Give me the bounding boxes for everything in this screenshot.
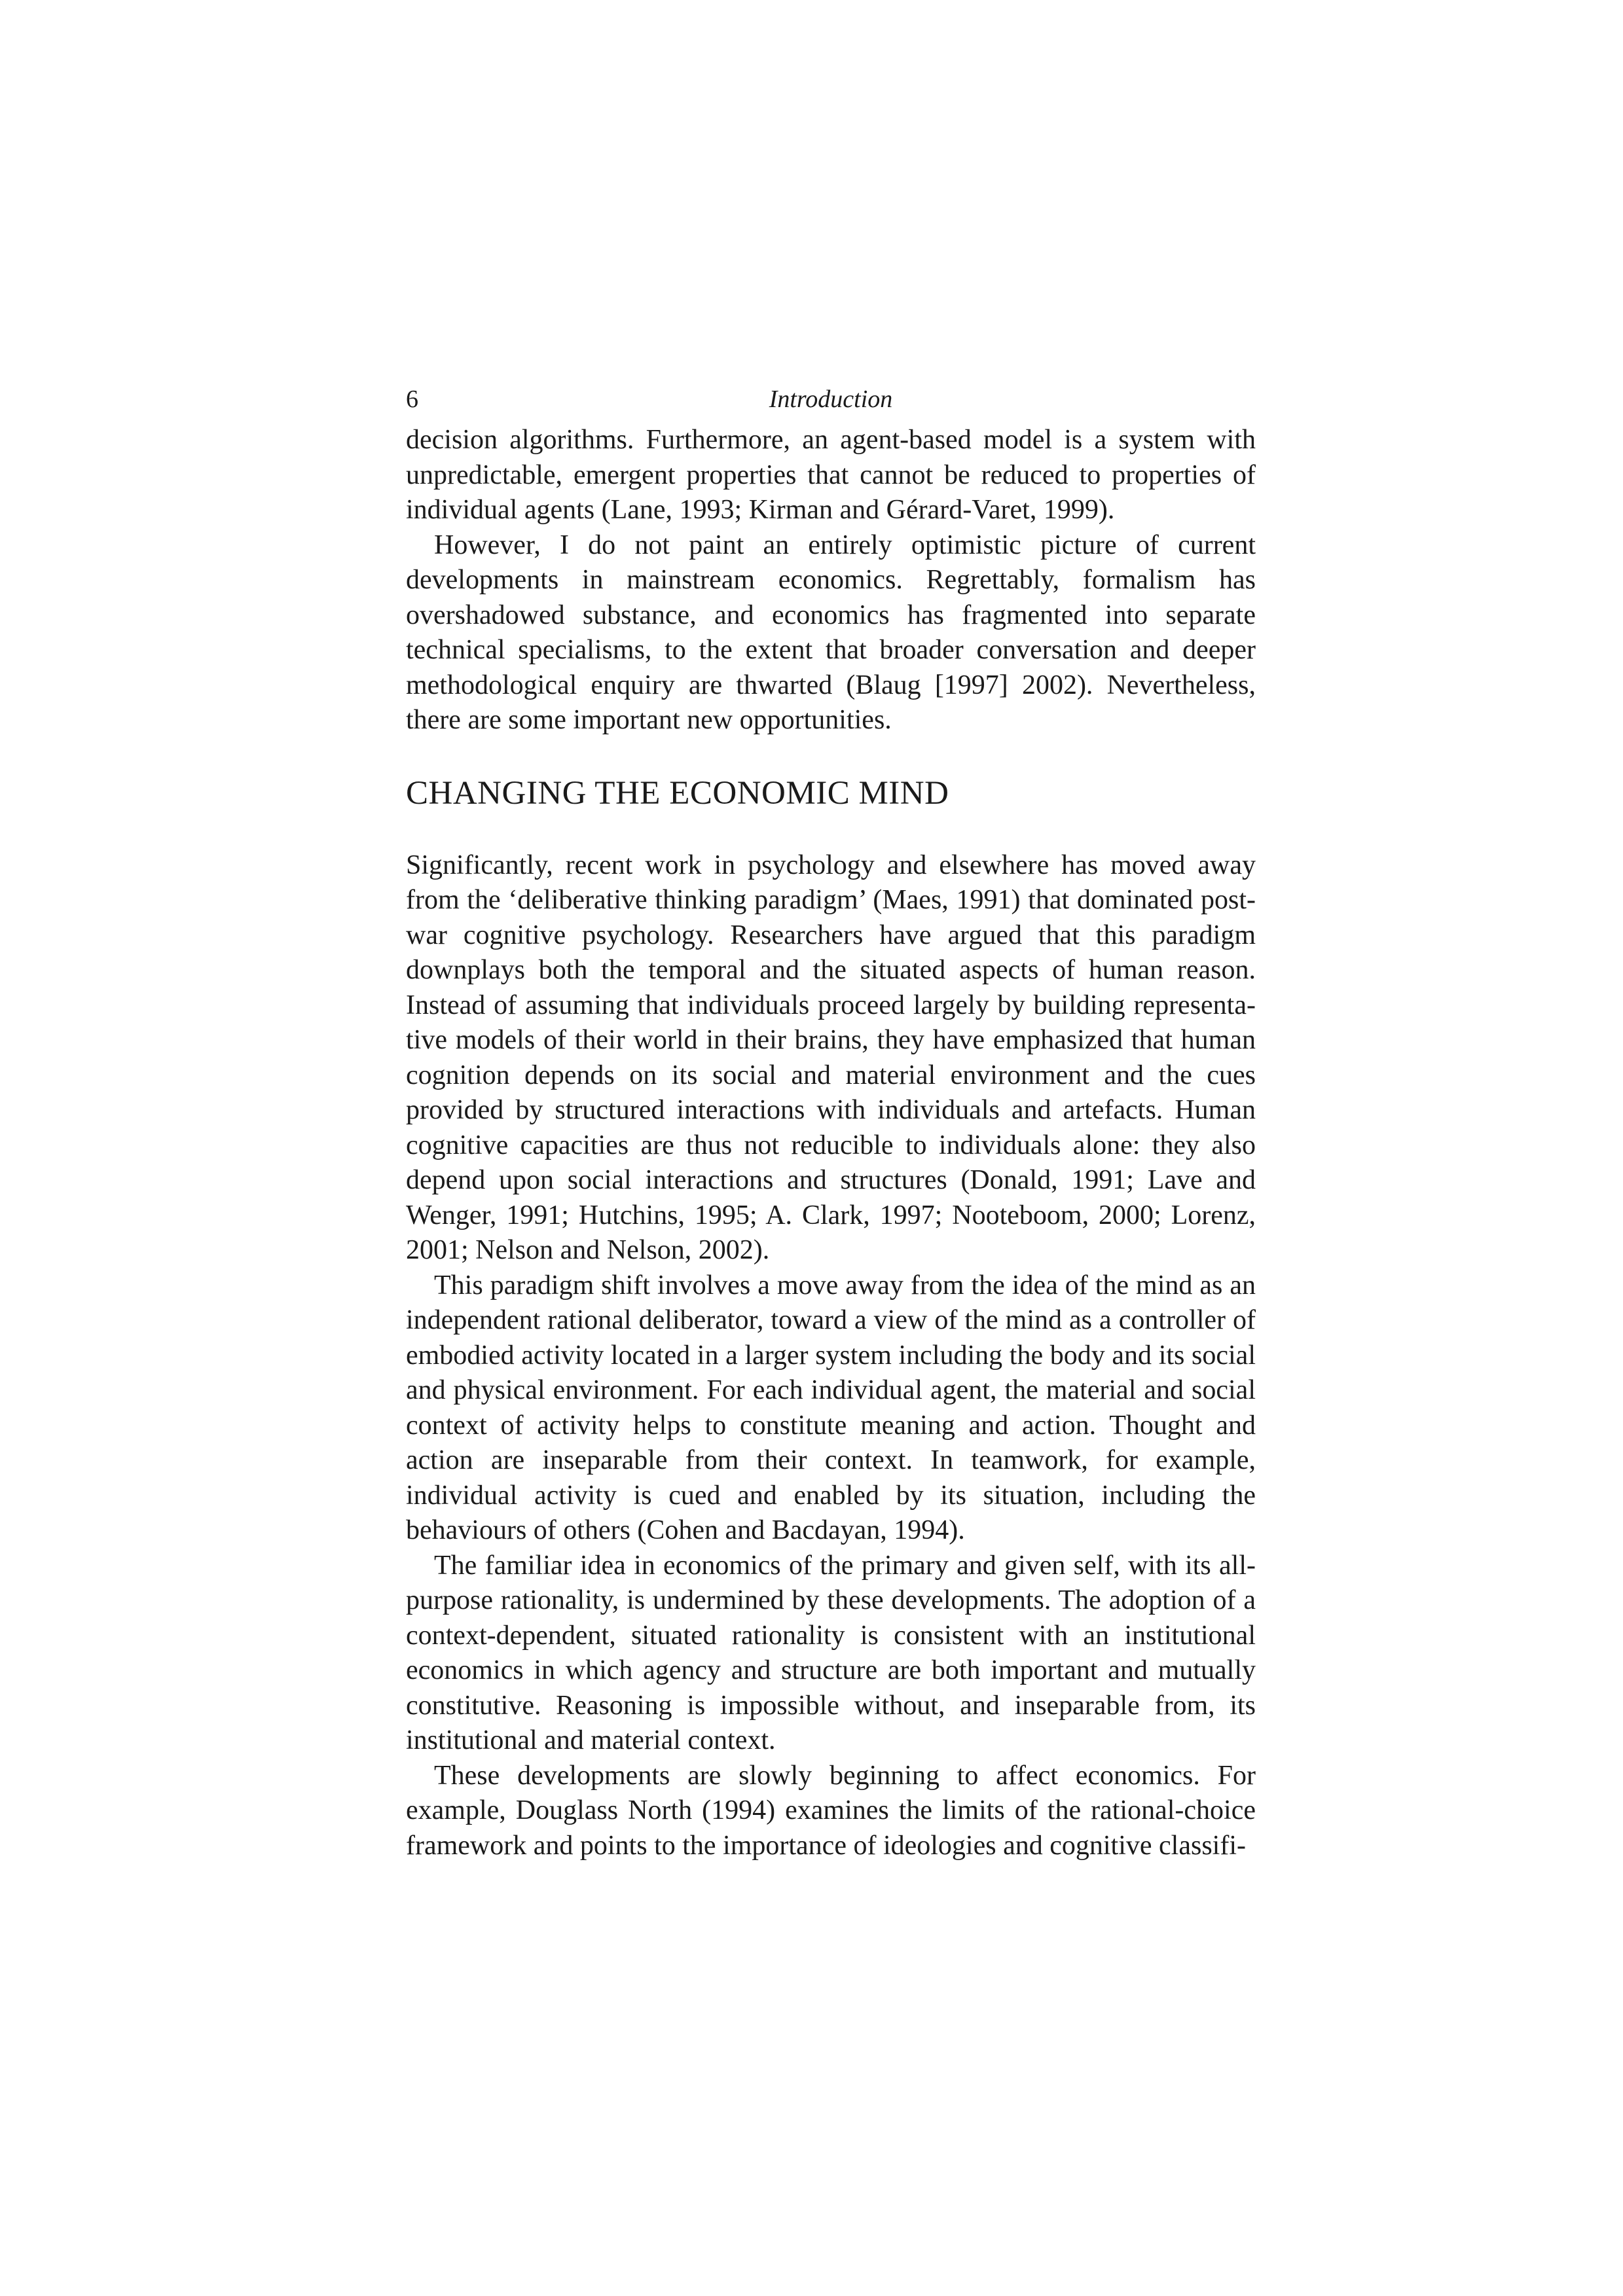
paragraph: However, I do not paint an entirely optimistic picture of current developments in mainstream economics. Regrettably, formalism has overshadowed substance, and economics has fragmented into separate technical specialisms, to the extent that broader conversation and deeper methodological enquiry are thwarted (Blaug [1997] 2002). Nevertheless, there are some important new opportunities. — [406, 529, 1256, 735]
paragraph: Significantly, recent work in psychology and elsewhere has moved away from the ‘deliberative thinking paradigm’ (Maes, 1991) that dominated post-war cognitive psychology. Researchers have argued that this paradigm downplays both the temporal and the situated aspects of human reason. Instead of assuming that individuals proceed largely by building representative models of their world in their brains, they have emphasized that human cognition depends on its social and material environment and the cues provided by structured interactions with individuals and artefacts. Human cognitive capacities are thus not reducible to individuals alone: they also depend upon social interactions and structures (Donald, 1991; Lave and Wenger, 1991; Hutchins, 1995; A. Clark, 1997; Nooteboom, 2000; Lorenz, 2001; Nelson and Nelson, 2002). — [406, 850, 1256, 1265]
body-text — [406, 423, 1256, 1863]
paragraph-continued: decision algorithms. Furthermore, an agent-based model is a system with unpredictable, emergent properties that cannot be reduced to properties of individual agents (Lane, 1993; Kirman and Gérard-Varet, 1999). — [406, 425, 1256, 525]
book-page — [406, 380, 1256, 1863]
paragraph: This paradigm shift involves a move away from the idea of the mind as an independent rational deliberator, toward a view of the mind as a controller of embodied activity located in a larger system including the body and its social and physical environment. For each individual agent, the material and social context of activity helps to constitute meaning and action. Thought and action are inseparable from their context. In teamwork, for example, individual activity is cued and enabled by its situation, including the behaviours of others (Cohen and Bacdayan, 1994). — [406, 1270, 1256, 1545]
section-heading: CHANGING THE ECONOMIC MIND — [406, 774, 949, 812]
running-head — [406, 380, 1256, 419]
running-title: Introduction — [769, 386, 893, 413]
page-number: 6 — [406, 386, 418, 413]
paragraph: The familiar idea in economics of the primary and given self, with its allpurpose rationality, is undermined by these developments. The adoption of a context-dependent, situated rationality is consistent with an institutional economics in which agency and structure are both important and mutually constitutive. Reasoning is impossible without, and inseparable from, its institutional and material context. — [406, 1550, 1256, 1755]
paragraph: These developments are slowly beginning to affect economics. For example, Douglass North (1994) examines the limits of the rational-choice framework and points to the importance of ideologies and cognitive classifi- — [406, 1760, 1256, 1861]
